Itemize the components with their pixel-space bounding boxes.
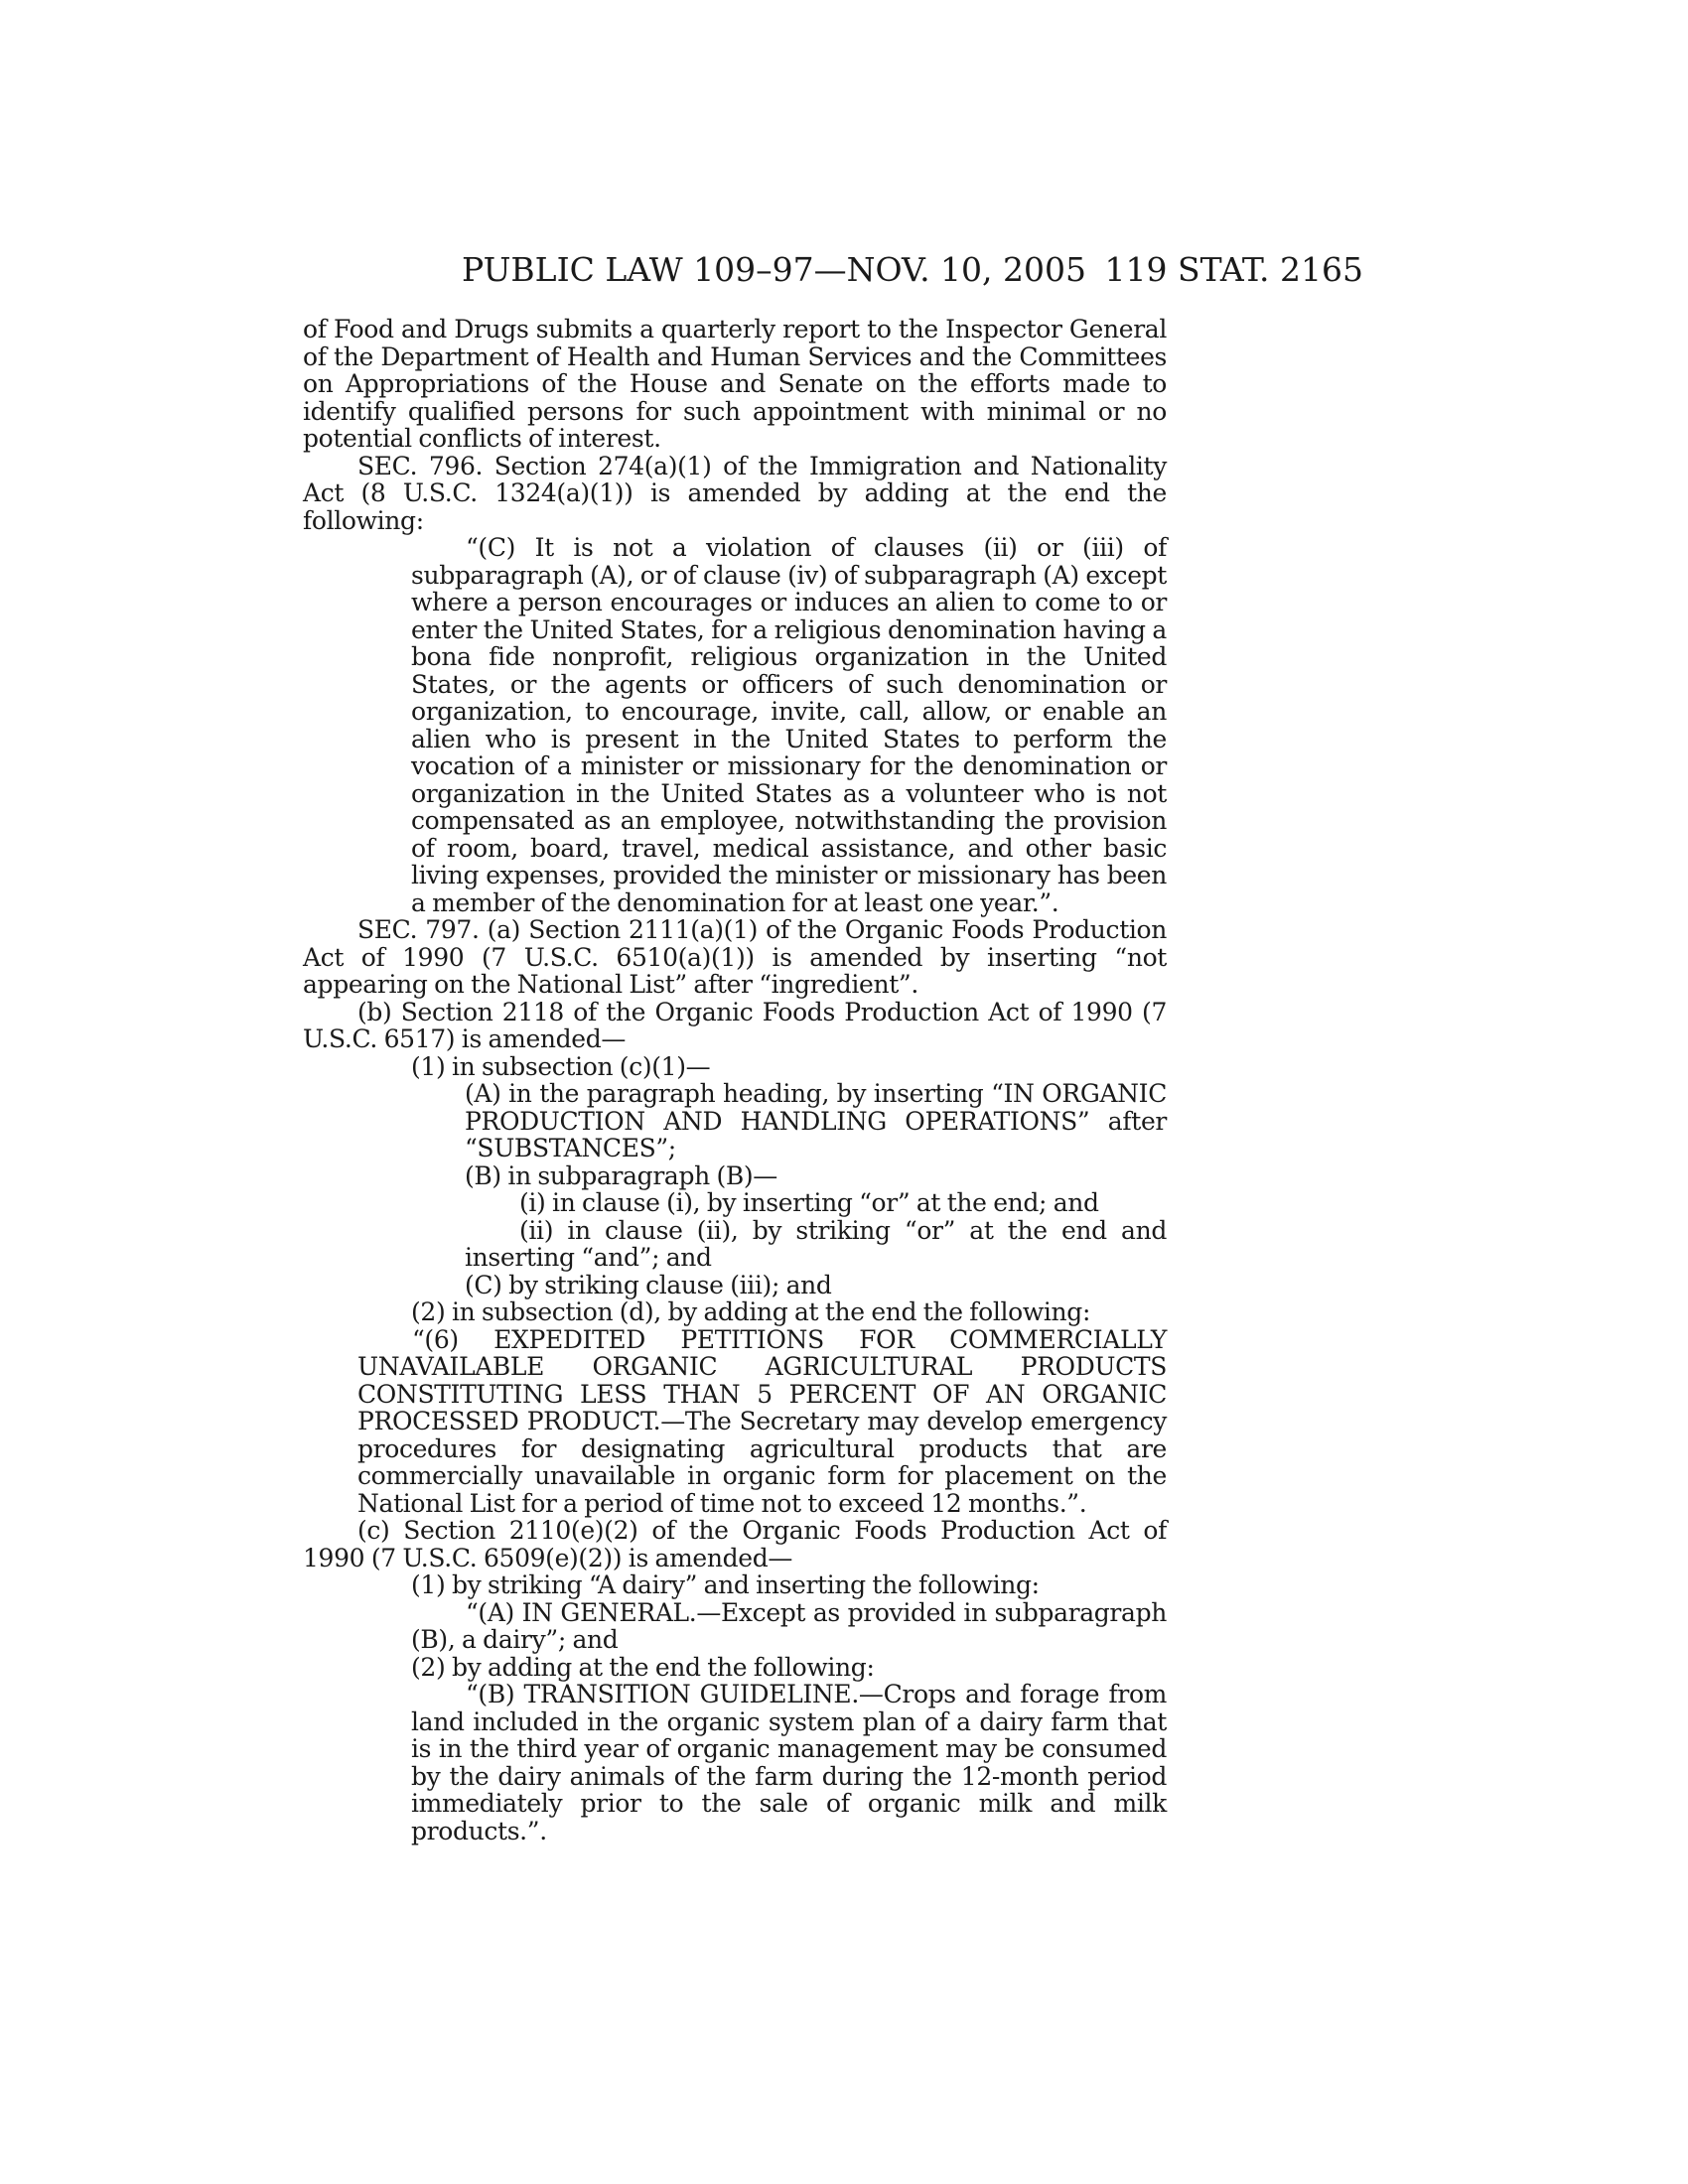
paragraph-sec-796: SEC. 796. Section 274(a)(1) of the Immigration and Nationality Act (8 U.S.C. 1324(a)(1)) is amended by adding at the end the following:	[303, 451, 1167, 535]
item-c-1: (1) by striking “A dairy” and inserting the following:	[411, 1570, 1040, 1599]
item-b-1-a: (A) in the paragraph heading, by inserting “IN ORGANIC PRODUCTION AND HANDLING OPERATIONS” after “SUBSTANCES”;	[465, 1079, 1167, 1162]
running-head-title: PUBLIC LAW 109–97—NOV. 10, 2005	[462, 250, 1087, 289]
statute-page-number: 119 STAT. 2165	[1104, 250, 1363, 289]
quoted-paragraph-6: “(6) EXPEDITED PETITIONS FOR COMMERCIALLY UNAVAILABLE ORGANIC AGRICULTURAL PRODUCTS CONSTITUTING LESS THAN 5 PERCENT OF AN ORGANIC PROCESSED PRODUCT.—The Secretary may develop emergency procedures for designating agricultural products that are commercially unavailable in organic form for placement on the National List for a period of time not to exceed 12 months.”.	[357, 1324, 1167, 1518]
paragraph-continuation: of Food and Drugs submits a quarterly report to the Inspector General of the Department of Health and Human Services and the Committees on Appropriations of the House and Senate on the efforts made to identify qualified persons for such appointment with minimal or no potential conflicts of interest.	[303, 315, 1167, 453]
paragraph-sec-797-a: SEC. 797. (a) Section 2111(a)(1) of the Organic Foods Production Act of 1990 (7 U.S.C. 6510(a)(1)) is amended by inserting “not appearing on the National List” after “ingredient”.	[303, 915, 1167, 999]
item-b-1-c: (C) by striking clause (iii); and	[465, 1270, 832, 1299]
item-c-2: (2) by adding at the end the following:	[411, 1652, 875, 1682]
item-b-1-b-ii: (ii) in clause (ii), by striking “or” at the end and inserting “and”; and	[465, 1215, 1167, 1272]
item-b-1-b: (B) in subparagraph (B)—	[465, 1160, 777, 1190]
document-body	[303, 316, 1167, 1844]
page-header	[303, 250, 1363, 290]
paragraph-sec-797-b: (b) Section 2118 of the Organic Foods Production Act of 1990 (7 U.S.C. 6517) is amended—	[303, 997, 1167, 1053]
item-b-2: (2) in subsection (d), by adding at the end the following:	[411, 1297, 1091, 1326]
quoted-subparagraph-b: “(B) TRANSITION GUIDELINE.—Crops and forage from land included in the organic system plan of a dairy farm that is in the third year of organic management may be consumed by the dairy animals of the farm during the 12-month period immediately prior to the sale of organic milk and milk products.”.	[411, 1680, 1167, 1845]
item-b-1-b-i: (i) in clause (i), by inserting “or” at the end; and	[519, 1188, 1099, 1217]
item-b-1: (1) in subsection (c)(1)—	[411, 1051, 711, 1081]
paragraph-sec-797-c: (c) Section 2110(e)(2) of the Organic Foods Production Act of 1990 (7 U.S.C. 6509(e)(2)) is amended—	[303, 1516, 1167, 1572]
quoted-subparagraph-a: “(A) IN GENERAL.—Except as provided in subparagraph (B), a dairy”; and	[411, 1597, 1167, 1654]
quoted-subparagraph-c: “(C) It is not a violation of clauses (ii) or (iii) of subparagraph (A), or of clause (iv) of subparagraph (A) except where a person encourages or induces an alien to come to or enter the United States, for a religious denomination having a bona fide nonprofit, religious organization in the United States, or the agents or officers of such denomination or organization, to encourage, invite, call, allow, or enable an alien who is present in the United States to perform the vocation of a minister or missionary for the denomination or organization in the United States as a volunteer who is not compensated as an employee, notwithstanding the provision of room, board, travel, medical assistance, and other basic living expenses, provided the minister or missionary has been a member of the denomination for at least one year.”.	[411, 533, 1167, 917]
